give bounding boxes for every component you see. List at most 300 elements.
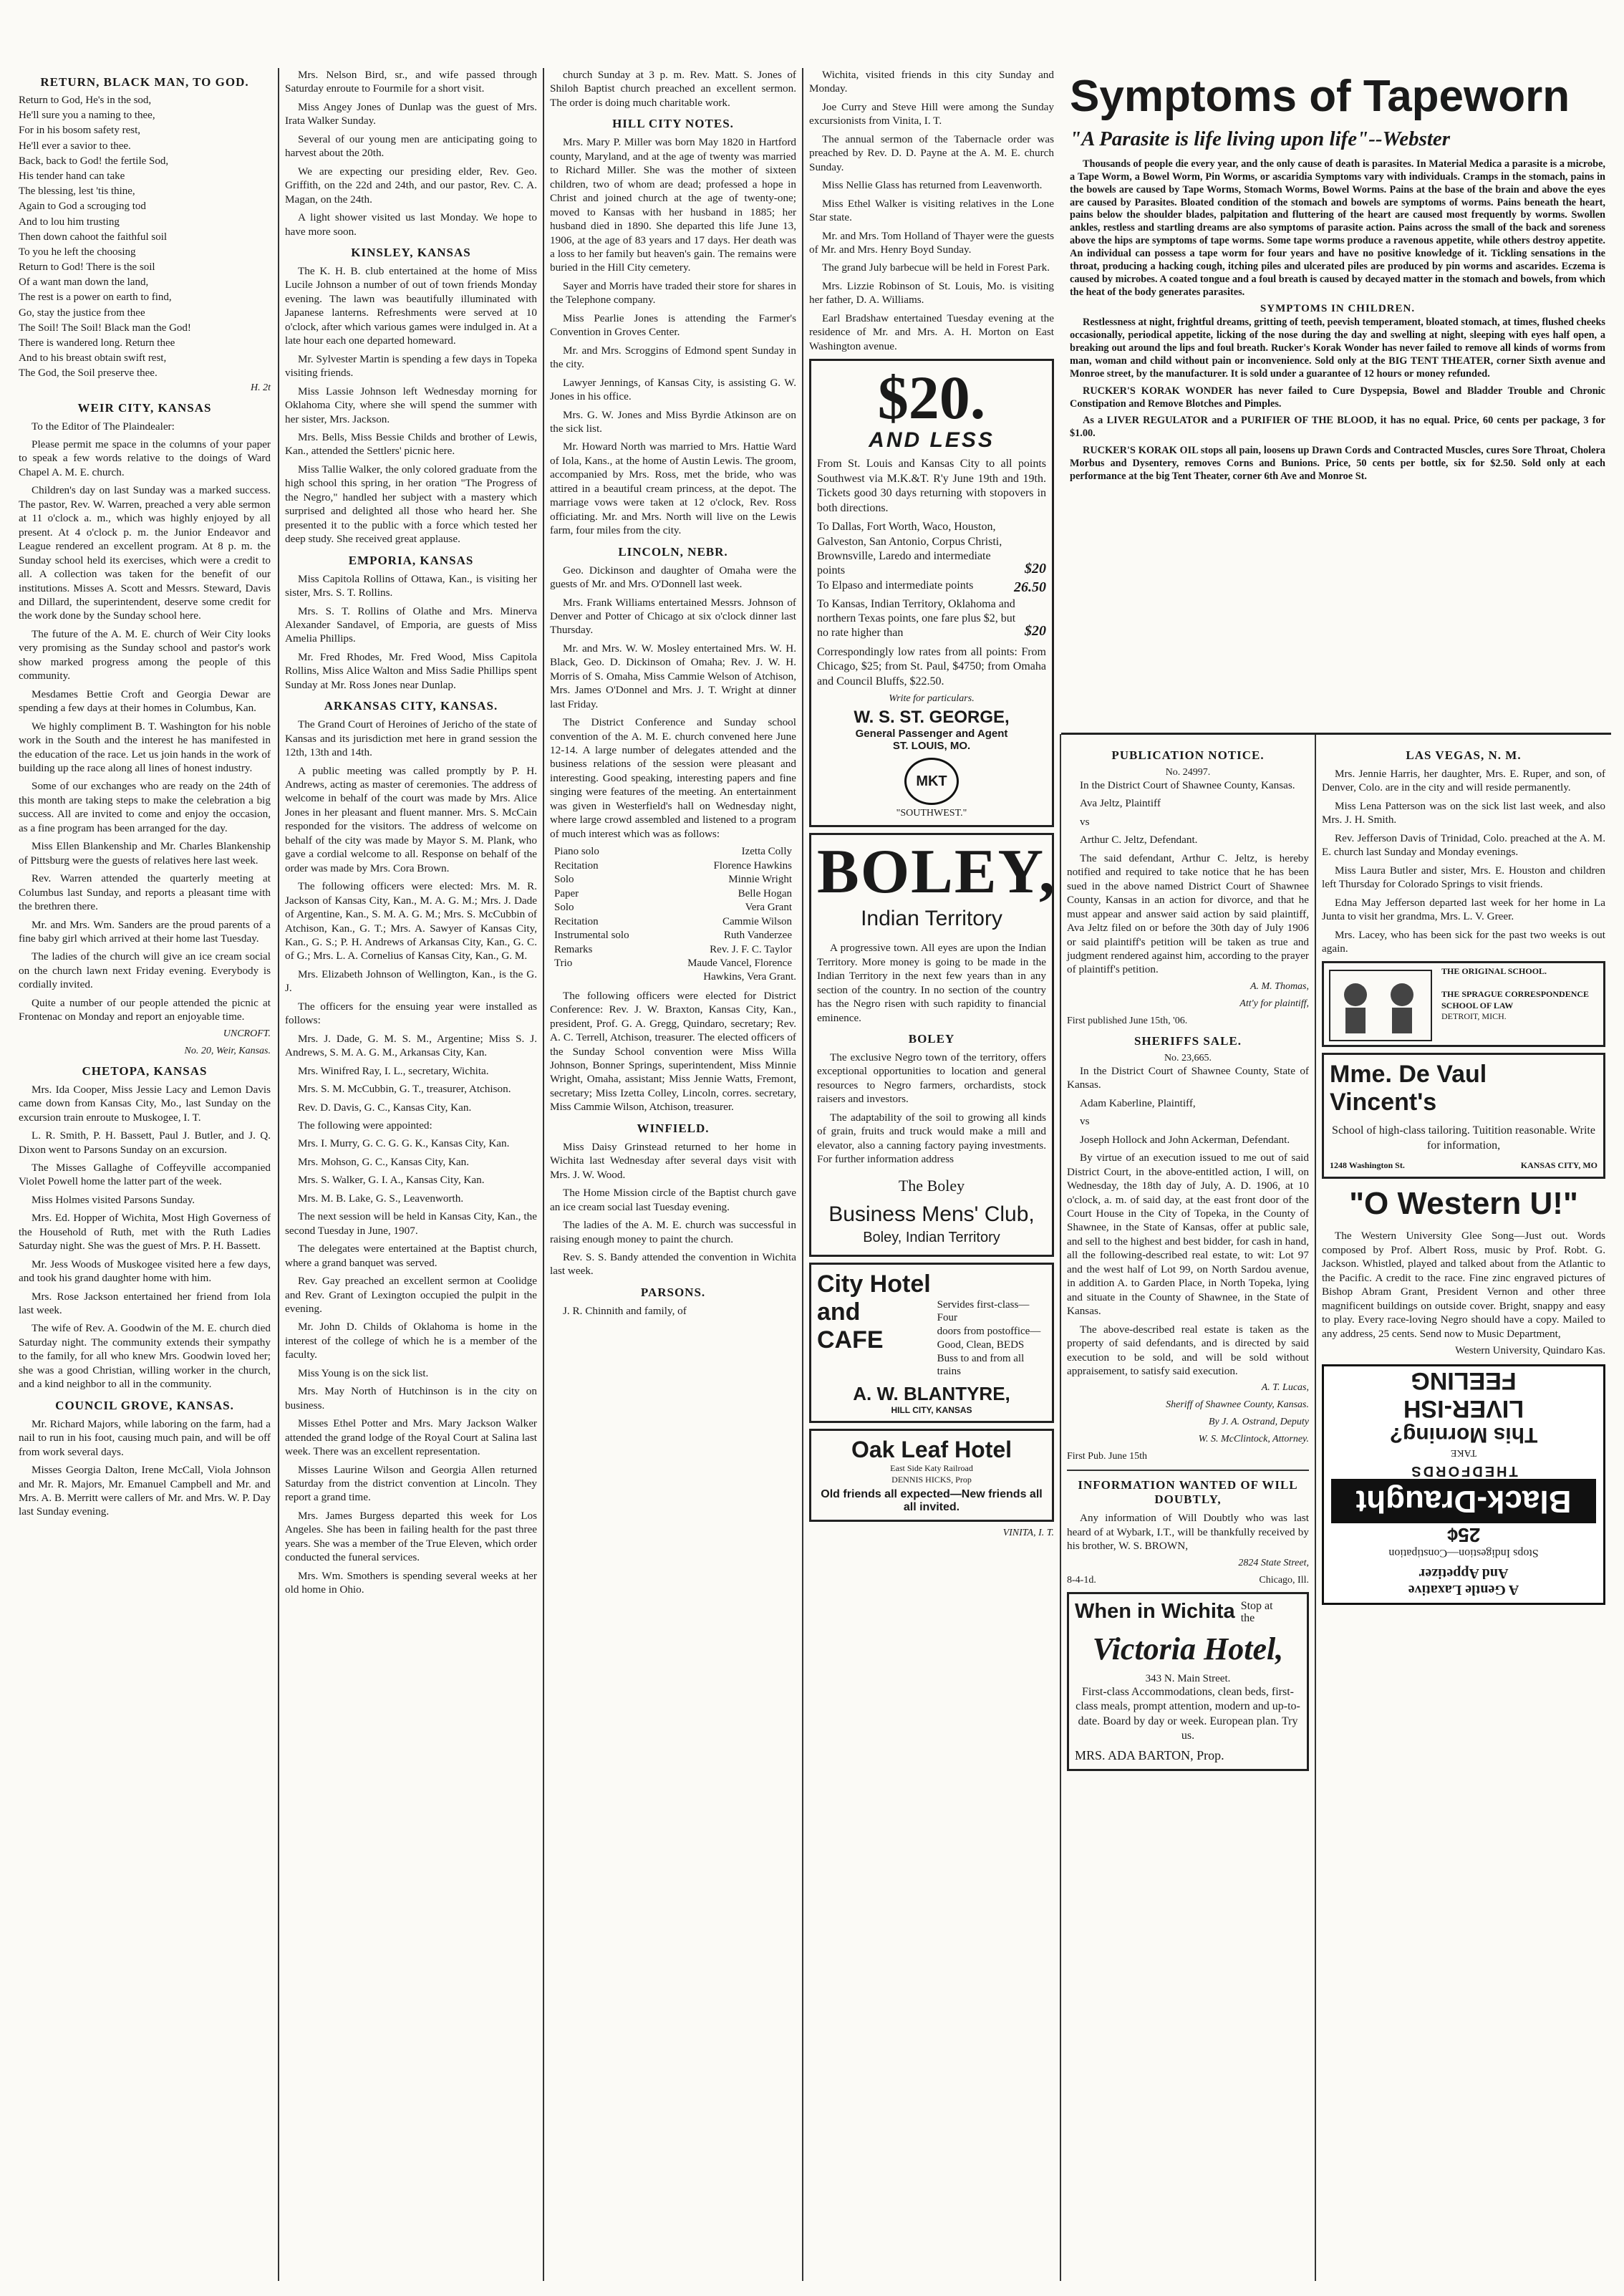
agent-city: ST. LOUIS, MO. xyxy=(892,740,971,753)
paragraph: Mrs. M. B. Lake, G. S., Leavenworth. xyxy=(298,1192,464,1205)
fare-tail: Correspondingly low rates from all points: From Chicago, $25; from St. Paul, $4750; from Omaha and Council Bluffs, $22.50. xyxy=(817,645,1046,688)
arkansas-city-article xyxy=(285,718,537,1596)
paragraph: We highly compliment B. T. Washington for his noble work in the South and the interest he has manifested in the education of the race. Let us join hands in the work of building up the race along all lines of honest industry. xyxy=(19,720,271,774)
publication-number: No. 24997. xyxy=(1165,767,1211,778)
parsons-article xyxy=(550,1304,796,1318)
hill-city-article xyxy=(550,135,796,537)
paragraph: The above-described real estate is taken as the property of said defendants, and is directed by said execution to be sold, and will be sold without appraisement, to satisfy said execution. xyxy=(1067,1323,1309,1377)
paragraph: Mrs. Jennie Harris, her daughter, Mrs. E. Ruper, and son, of Denver, Colo. are in the city and will reside permanently. xyxy=(1322,768,1605,794)
weir-signature: UNCROFT. xyxy=(223,1028,271,1039)
program-performer: Belle Hogan xyxy=(738,887,792,899)
information-city: Chicago, Ill. xyxy=(1259,1574,1309,1586)
paragraph: J. R. Chinnith and family, of xyxy=(563,1304,687,1317)
paragraph: Several of our young men are anticipating going to harvest about the 20th. xyxy=(285,132,537,160)
paragraph: Miss Angey Jones of Dunlap was the guest of Mrs. Irata Walker Sunday. xyxy=(285,100,537,127)
paragraph: trains xyxy=(937,1366,961,1378)
tapeworm-body: Thousands of people die every year, and the only cause of death is parasites. In Material Medica a parasite is a microbe, a Tape Worm, a Bowel Worm, Pin Worms, or ascaridia Symptoms vary with individuals. Cramps in the stomach, pains in the bowels are caused by Tape Worms, Stomach Worms, Bowel Worms. Pains at the base of the brain and above the eyes are caused by Parasites. Bloated condition of the stomach and bowels are symptoms of worms. Pains beneath the heart, pains below the shoulder blades, palpitation and fluttering of the heart are caused most frequently by worms. Swollen ankles, restless and startling dreams are also symptoms of parasite action. Pains across the small of the back and soreness above the hips are symptoms of tape worms. Some tape worms produce a ravenous appetite, while others destroy appetite. An individual can possess a tape worm for four years and have no positive knowledge of it. Tickling sensations in the throat, producing a hacking cough, itching piles and ulcerated piles are produced by pin worms and ascarides. Eczema is caused by microbes. A coated tongue and a foul breath is caused by decayed matter in the stomach and bowels, from which the heat of the body generates parasites. xyxy=(1070,158,1605,298)
paragraph: vs xyxy=(1080,815,1090,828)
paragraph: The adaptability of the soil to growing all kinds of grain, fruits and truck would make a mill and elevator, also a canning factory paying investments. For further information address xyxy=(817,1111,1046,1166)
victoria-body: First-class Accommodations, clean beds, first-class meals, prompt attention, modern and up-to-date. Board by day or week. European plan. Try us. xyxy=(1076,1685,1300,1742)
divider xyxy=(1067,1470,1309,1471)
paragraph: East Side Katy Railroad xyxy=(890,1463,973,1474)
wichita-line: When in Wichita xyxy=(1075,1599,1235,1623)
tapeworm-body-3: RUCKER'S KORAK WONDER has never failed to Cure Dyspepsia, Bowel and Bladder Trouble and Chronic Constipation and Remove Blotches and Pimples. xyxy=(1070,385,1605,410)
lincoln-heading: LINCOLN, NEBR. xyxy=(618,544,728,559)
paragraph: Good, Clean, BEDS xyxy=(937,1338,1025,1351)
paragraph: Rev. Warren attended the quarterly meeting at Columbus last Sunday, and reports a pleasant time with the brethren there. xyxy=(19,872,271,913)
city-hotel-title: City Hotel xyxy=(817,1270,931,1298)
column-4 xyxy=(803,68,1060,2281)
fare-price: $20. xyxy=(877,363,986,433)
program-performer: Florence Hawkins xyxy=(713,859,792,872)
program-performer: Vera Grant xyxy=(745,902,792,914)
paragraph: Go, stay the justice from thee xyxy=(19,307,145,319)
information-heading: INFORMATION WANTED OF WILL DOUBTLY, xyxy=(1078,1478,1298,1507)
program-item: Recitation xyxy=(554,915,599,927)
paragraph: The District Conference and Sunday school convention of the A. M. E. church convened here June 12-14. A large number of delegates attended and the business relations of the session were pleasant and interesting. Good speaking, interesting papers and fine singing were features of the meeting. An entertainment was given in Westerfield's hall on Wednesday night, where large crowd assembled and listened to a program of much interest which was as follows: xyxy=(550,716,796,840)
tapeworm-body-4: As a LIVER REGULATOR and a PURIFIER OF THE BLOOD, it has no equal. Price, 60 cents per package, 3 for $1.00. xyxy=(1070,415,1605,440)
program-row xyxy=(550,957,796,971)
club-line-3: Boley, Indian Territory xyxy=(863,1229,1000,1245)
boley-ad xyxy=(809,833,1057,1256)
paragraph: He'll sure you a naming to thee, xyxy=(19,110,155,122)
paragraph: Mr. Richard Majors, while laboring on the farm, had a nail to run in his foot, causing much pain, and will be off from work several days. xyxy=(19,1417,271,1458)
paragraph: Misses Georgia Dalton, Irene McCall, Viola Johnson and Mr. R. Majors, Mr. Emanuel Campbell and Mr. and Mrs. A. B. Merritt were callers of Mr. and Mrs. W. P. Day last Sunday evening. xyxy=(19,1464,271,1518)
program-item: Instrumental solo xyxy=(554,930,629,942)
sheriff-sig: A. T. Lucas, xyxy=(1261,1382,1309,1394)
bd-appetizer: And Appetizer xyxy=(1418,1566,1509,1581)
las-vegas-heading: LAS VEGAS, N. M. xyxy=(1406,748,1522,762)
club-line-2: Business Mens' Club, xyxy=(828,1202,1035,1226)
paragraph: The exclusive Negro town of the territory, offers exceptional opportunities to location and general resources to Negro farmers, orchardists, stock raisers and investors. xyxy=(817,1051,1046,1106)
tapeworm-ad xyxy=(1064,68,1611,727)
program-item: Paper xyxy=(554,887,579,899)
bd-take: TAKE xyxy=(1450,1447,1477,1458)
program-list xyxy=(550,845,796,971)
write-line: Write for particulars. xyxy=(889,693,975,705)
city-owner: A. W. BLANTYRE, xyxy=(853,1383,1010,1405)
fare-destination: To Dallas, Fort Worth, Waco, Houston, Galveston, San Antonio, Corpus Christi, Brownsville, Laredo and intermediate points xyxy=(817,521,1002,577)
program-performer: Izetta Colly xyxy=(741,846,792,858)
devaul-ad xyxy=(1322,1053,1605,1179)
paragraph: Children's day on last Sunday was a marked success. The pastor, Rev. W. Warren, preached a very able sermon at 11 o'clock a. m., which was highly enjoyed by all present. At 4 o'clock p. m. the Junior Endeavor and League rendered an excellent program. At 8 p. m. the Sunday school held its exercises, which were a credit to all. A collection was taken for the benefit of our institutions. Misses A. Scott and Messrs. Steward, Davis and Dillard, the superintendent, deserve some credit for the work done by the Sunday school here. xyxy=(19,484,271,622)
black-draught-ad xyxy=(1322,1364,1605,1605)
weir-subline: No. 20, Weir, Kansas. xyxy=(184,1045,271,1056)
emporia-heading: EMPORIA, KANSAS xyxy=(348,553,474,567)
club-line-1: The Boley xyxy=(898,1176,965,1195)
paragraph: Mrs. G. W. Jones and Miss Byrdie Atkinson are on the sick list. xyxy=(550,408,796,435)
paragraph: Mr. and Mrs. Wm. Sanders are the proud parents of a fine baby girl which arrived at their home last Tuesday. xyxy=(19,918,271,945)
paragraph: Return to God, He's in the sod, xyxy=(19,95,152,106)
paragraph: The K. H. B. club entertained at the home of Miss Lucile Johnson a number of out of town friends Monday evening. The lawn was beautifully illuminated with Japanese lanterns. Refreshments were served at 10 o'clock, after which various games were indulged in. At a late hour each one departed homeward. xyxy=(285,264,537,347)
publication-body xyxy=(1067,778,1309,977)
victoria-title: Victoria Hotel, xyxy=(1092,1631,1284,1666)
city-hotel-lines xyxy=(937,1298,1046,1379)
paragraph: Mr. and Mrs. W. W. Mosley entertained Mrs. W. H. Black, Geo. D. Dickinson of Omaha; Rev. J. W. H. Morris of S. Omaha, Miss Cammie Welson of Atchison, Mrs. James O'Donnel and Mrs. J. T. Wright at dinner last Friday. xyxy=(550,642,796,710)
paragraph: Mrs. Lacey, who has been sick for the past two weeks is out again. xyxy=(1322,928,1605,955)
sheriff-sig-2: Sheriff of Shawnee County, Kansas. xyxy=(1166,1399,1309,1411)
las-vegas-article xyxy=(1322,767,1605,955)
chetopa-article xyxy=(19,1083,271,1391)
council-grove-article xyxy=(19,1417,271,1519)
paragraph: Quite a number of our people attended the picnic at Frontenac on Monday and report an enjoyable time. xyxy=(19,996,271,1023)
western-u-body: The Western University Glee Song—Just out. Words composed by Prof. Albert Ross, music by Prof. Robt. G. Jackson. Whistled, played and talked about from the Atlantic to the Pacific. A credit to the race. Fine zinc engraved pictures of Bishop Abram Grant, President Vernon and other three magnificent buildings on outside cover. Bright, snappy and easy to play. Every race-loving Negro should have a copy. Mailed to any address, 25 cents. Send now to Music Department, xyxy=(1322,1230,1605,1340)
paragraph: Any information of Will Doubtly who was last heard of at Wybark, I.T., will be thankfully received by his brother, W. S. BROWN, xyxy=(1067,1512,1309,1553)
paragraph: Miss Daisy Grinstead returned to her home in Wichita last Wednesday after several days visit with Mrs. J. W. Wood. xyxy=(550,1140,796,1181)
city-place: HILL CITY, KANSAS xyxy=(891,1405,972,1416)
paragraph: The annual sermon of the Tabernacle order was preached by Rev. D. D. Payne at the A. M. E. church Sunday. xyxy=(809,132,1054,173)
fare-row xyxy=(817,597,1046,641)
paragraph: Misses Laurine Wilson and Georgia Allen returned Saturday from the district convention at Lincoln. They report a grand time. xyxy=(285,1463,537,1504)
devaul-title-1: Mme. De Vaul xyxy=(1330,1061,1487,1089)
paragraph: Servides first-class—Four xyxy=(937,1298,1030,1324)
tapeworm-body-2: Restlessness at night, frightful dreams, gritting of teeth, peevish temperament, bloated stomach, at times, flushed cheeks occasionally, periodical appetite, licking of the nose during the day and swelling at night, sleeping with eyes half open, a breaking out around the lips and foul breath. Rucker's Korak Wonder has never failed to remove all kinds of worms from man, woman and child without pain or inconvenience. Sold only at the BIG TENT THEATER, corner Sixth avenue and Monroe street, by the manufacturer. It is sold under a guarantee of 12 hours or money refunded. xyxy=(1070,317,1605,380)
paragraph: The following were appointed: xyxy=(298,1119,432,1132)
mkt-logo: MKT xyxy=(904,758,959,805)
bd-morning: This Morning? xyxy=(1389,1423,1538,1447)
paragraph: Mrs. Elizabeth Johnson of Wellington, Kan., is the G. J. xyxy=(285,968,537,995)
arkansas-city-heading: ARKANSAS CITY, KANSAS. xyxy=(324,699,498,713)
boley-subtitle: Indian Territory xyxy=(861,907,1002,931)
program-row xyxy=(550,859,796,874)
paragraph: Miss Lassie Johnson left Wednesday morning for Oklahoma City, where she will spend the summer with her sister, Mrs. Jackson. xyxy=(285,385,537,425)
program-item: Solo xyxy=(554,902,574,914)
paragraph: vs xyxy=(1080,1115,1090,1128)
paragraph: The blessing, lest 'tis thine, xyxy=(19,185,135,198)
publication-sig: A. M. Thomas, xyxy=(1250,980,1309,992)
city-cafe-title: and CAFE xyxy=(817,1298,884,1354)
paragraph: DENNIS HICKS, Prop xyxy=(891,1474,972,1485)
fare-destination: To Kansas, Indian Territory, Oklahoma and northern Texas points, one fare plus $2, but no rate higher than xyxy=(817,597,1016,640)
program-row xyxy=(550,873,796,887)
paragraph: Mrs. S. M. McCubbin, G. T., treasurer, Atchison. xyxy=(298,1083,511,1096)
information-address: 2824 State Street, xyxy=(1238,1557,1309,1568)
victoria-proprietor: MRS. ADA BARTON, Prop. xyxy=(1075,1747,1224,1762)
agent-name: W. S. ST. GEORGE, xyxy=(854,708,1010,728)
bd-stops: Stops Indigestion—Constipation xyxy=(1388,1547,1539,1559)
paragraph: Mr. John D. Childs of Oklahoma is home in the interest of the college of which he is a member of the faculty. xyxy=(285,1321,537,1361)
paragraph: Return to God! There is the soil xyxy=(19,261,155,274)
paragraph: Mr. Sylvester Martin is spending a few days in Topeka visiting friends. xyxy=(285,352,537,380)
fare-list xyxy=(817,520,1046,641)
chetopa-heading: CHETOPA, KANSAS xyxy=(82,1063,208,1078)
paragraph: Of a want man down the land, xyxy=(19,276,149,289)
paragraph: Some of our exchanges who are ready on the 24th of this month are taking steps to make the celebration a big success. All are invited to come and enjoy the occasion, as a fine program has been arranged for the day. xyxy=(19,780,271,834)
stop-at-line: Stop at the xyxy=(1240,1599,1273,1625)
western-u-title: "O Western U!" xyxy=(1349,1186,1578,1222)
tapeworm-body-5: RUCKER'S KORAK OIL stops all pain, loosens up Drawn Cords and Contracted Muscles, cures Sore Throat, Cholera Morbus and Dysentery, removes Corns and Bunions. Price, 50 cents per bottle, six for $2.50. Sold only at each performance at the big Tent Theater, corner 6th Ave and Monroe St. xyxy=(1070,445,1605,482)
weir-city-heading: WEIR CITY, KANSAS xyxy=(77,400,212,415)
fare-row xyxy=(817,520,1046,579)
paragraph: Mrs. Lizzie Robinson of St. Louis, Mo. is visiting her father, D. A. Williams. xyxy=(809,279,1054,307)
school-line-c: DETROIT, MICH. xyxy=(1441,1011,1507,1022)
paragraph: Mrs. Wm. Smothers is spending several weeks at her old home in Ohio. xyxy=(285,1569,537,1596)
boley-body-2 xyxy=(817,1051,1046,1167)
paragraph: Then down cahoot the faithful soil xyxy=(19,231,168,243)
newspaper-page xyxy=(13,68,1611,2281)
column-2 xyxy=(279,68,543,2281)
paragraph: The God, the Soil preserve thee. xyxy=(19,367,158,380)
paragraph: The ladies of the church will give an ice cream social on the church lawn next Friday evening. Everybody is cordially invited. xyxy=(19,950,271,991)
fare-amount: $20 xyxy=(1025,561,1046,577)
devaul-title-2: Vincent's xyxy=(1330,1089,1437,1116)
devaul-address: 1248 Washington St. xyxy=(1330,1160,1405,1171)
column-1 xyxy=(13,68,276,2281)
paragraph: Mrs. Ed. Hopper of Wichita, Most High Governess of the Household of Ruth, met with the Ruth Ladies Saturday night. She was the guest of Mrs. P. H. Bassett. xyxy=(19,1212,271,1253)
publication-date: First published June 15th, '06. xyxy=(1067,1015,1188,1026)
paragraph: Buss to and from all xyxy=(937,1352,1025,1364)
paragraph: In the District Court of Shawnee County, State of Kansas. xyxy=(1067,1064,1309,1091)
program-row xyxy=(550,845,796,859)
program-performer: Ruth Vanderzee xyxy=(723,930,792,942)
parsons-heading: PARSONS. xyxy=(640,1285,706,1299)
program-row xyxy=(550,915,796,930)
paragraph: Earl Bradshaw entertained Tuesday evening at the residence of Mr. and Mrs. A. H. Morton on East Washington avenue. xyxy=(809,312,1054,352)
oak-leaf-tail: Old friends all expected—New friends all all invited. xyxy=(821,1488,1043,1514)
hill-city-heading: HILL CITY NOTES. xyxy=(612,117,734,131)
paragraph: The Grand Court of Heroines of Jericho of the state of Kansas and its jurisdiction met here in grand session the 12th, 13th and 14th. xyxy=(285,718,537,759)
column-2-intro xyxy=(285,68,537,238)
paragraph: Miss Laura Butler and sister, Mrs. E. Houston and children left Thursday for Colorado Springs to visit friends. xyxy=(1322,864,1605,891)
paragraph: The ladies of the A. M. E. church was successful in raising enough money to paint the church. xyxy=(550,1219,796,1245)
paragraph: Miss Nellie Glass has returned from Leavenworth. xyxy=(822,179,1043,192)
city-hotel-ad xyxy=(809,1263,1054,1424)
column-3-intro xyxy=(550,68,796,110)
paragraph: Please permit me space in the columns of your paper to speak a few words relative to the doings of Ward Chapel A. M. E. church. xyxy=(19,438,271,478)
paragraph: Misses Ethel Potter and Mrs. Mary Jackson Walker attended the grand lodge of the Royal Court at Salina last week. There was an excellent representation. xyxy=(285,1417,537,1458)
paragraph: Rev. S. S. Bandy attended the convention in Wichita last week. xyxy=(550,1250,796,1278)
fare-body: From St. Louis and Kansas City to all points Southwest via M.K.&T. R'y June 19th and 19th. Tickets good 30 days returning with stopovers in both directions. xyxy=(817,458,1046,514)
paragraph: Mrs. Bells, Miss Bessie Childs and brother of Lewis, Kan., attended the Settlers' picnic here. xyxy=(285,430,537,458)
paragraph: To the Editor of The Plaindealer: xyxy=(32,420,175,433)
oak-leaf-title: Oak Leaf Hotel xyxy=(851,1437,1012,1463)
paragraph: Miss Ethel Walker is visiting relatives in the Lone Star state. xyxy=(809,197,1054,224)
devaul-city: KANSAS CITY, MO xyxy=(1520,1160,1598,1171)
law-school-illustration xyxy=(1327,966,1434,1043)
poem-signature: H. 2t xyxy=(251,382,271,393)
sheriff-sig-3: By J. A. Ostrand, Deputy xyxy=(1208,1417,1309,1428)
paragraph: Wichita, visited friends in this city Sunday and Monday. xyxy=(809,69,1054,95)
program-performer: Maude Vancel, Florence xyxy=(687,958,792,970)
program-row xyxy=(550,887,796,902)
poem xyxy=(19,94,271,381)
program-item: Solo xyxy=(554,874,574,886)
program-performer: Cammie Wilson xyxy=(722,915,792,927)
paragraph: Miss Tallie Walker, the only colored graduate from the high school this spring, in her oration "The Progress of the Negro," handled her subject with a mastery which surprised and delighted all those who heard her. She presented it to the public with a force which tested her deep study. She received great applause. xyxy=(285,463,537,546)
program-row xyxy=(550,929,796,943)
paragraph: And to lou him trusting xyxy=(19,216,120,228)
paragraph: There is wandered long. Return thee xyxy=(19,337,175,349)
victoria-address: 343 N. Main Street. xyxy=(1145,1672,1231,1684)
program-item: Remarks xyxy=(554,943,593,955)
paragraph: Mr. and Mrs. Tom Holland of Thayer were the guests of Mr. and Mrs. Henry Boyd Sunday. xyxy=(809,229,1054,256)
paragraph: L. R. Smith, P. H. Bassett, Paul J. Butler, and J. Q. Dixon went to Parsons Sunday on an excursion. xyxy=(19,1129,271,1156)
paragraph: Miss Young is on the sick list. xyxy=(298,1366,429,1379)
paragraph: The future of the A. M. E. church of Weir City looks very promising as the Sunday school and pastor's work show marked progress among the people of this community. xyxy=(19,627,271,682)
paragraph: The officers for the ensuing year were installed as follows: xyxy=(285,1000,537,1027)
paragraph: By virtue of an execution issued to me out of said District Court, in the above-entitled action, I will, on Wednesday, the 18th day of July, A. D. 1906, at 10 o'clock, a. m. of said day, at the east front door of the Court House in the City of Topeka, in the County of Shawnee, in the State of Kansas, offer at public sale, and sell to the highest and best bidder, for cash in hand, all the following-described real estate, to wit: Lot 97 and the west half of Lot 99, on North Sardou avenue, in addition A. to Garden Place, in North Topeka, lying and situate in the County of Shawnee, in the State of Kansas. xyxy=(1067,1152,1309,1318)
program-performer: Minnie Wright xyxy=(728,874,792,886)
paragraph: The said defendant, Arthur C. Jeltz, is hereby notified and required to take notice that he has been sued in the above named District Court of Shawnee County, Kansas in an action for divorce, and that he must appear and answer said action by said plaintiff, Ava Jeltz filed on or before the 30th day of July 1906 or said plaintiff's petition will be taken as true and judgment rendered against him, according to the prayer of plaintiff's petition. xyxy=(1067,852,1309,976)
paragraph: Miss Capitola Rollins of Ottawa, Kan., is visiting her sister, Mrs. S. T. Rollins. xyxy=(285,572,537,599)
paragraph: We are expecting our presiding elder, Rev. Geo. Griffith, on the 22d and 24th, and our pastor, Rev. C. A. Magan, on the 24th. xyxy=(285,165,537,206)
agent-title: General Passenger and Agent xyxy=(855,728,1008,741)
paragraph: Rev. D. Davis, G. C., Kansas City, Kan. xyxy=(298,1101,472,1114)
sheriff-heading: SHERIFFS SALE. xyxy=(1134,1033,1242,1048)
paragraph: For in his bosom safety rest, xyxy=(19,125,140,137)
information-body xyxy=(1067,1511,1309,1553)
bd-brand: THEDFORDS xyxy=(1409,1463,1518,1479)
paragraph: Again to God a scrouging tod xyxy=(19,201,146,213)
paragraph: The grand July barbecue will be held in Forest Park. xyxy=(822,261,1050,274)
tapeworm-quote: "A Parasite is life living upon life"--Webster xyxy=(1070,127,1451,150)
sheriff-number: No. 23,665. xyxy=(1164,1052,1212,1063)
paragraph: Mrs. Mohson, G. C., Kansas City, Kan. xyxy=(298,1155,470,1168)
paragraph: Joseph Hollock and John Ackerman, Defendant. xyxy=(1080,1133,1290,1146)
paragraph: The next session will be held in Kansas City, Kan., the second Tuesday in June, 1907. xyxy=(285,1210,537,1237)
column-5 xyxy=(1061,741,1315,2281)
column-4-intro xyxy=(809,68,1054,353)
paragraph: Miss Holmes visited Parsons Sunday. xyxy=(32,1193,195,1206)
column-3 xyxy=(544,68,802,2281)
paragraph: Miss Pearlie Jones is attending the Farmer's Convention in Groves Center. xyxy=(550,312,796,339)
paragraph: Rev. Jefferson Davis of Trinidad, Colo. preached at the A. M. E. church last Sunday and Monday evenings. xyxy=(1322,831,1605,859)
southwest-line: "SOUTHWEST." xyxy=(896,808,967,819)
school-line-b: THE SPRAGUE CORRESPONDENCE SCHOOL OF LAW xyxy=(1441,989,1590,1010)
program-item: Piano solo xyxy=(554,846,599,858)
column-6 xyxy=(1316,741,1611,2281)
paragraph: A progressive town. All eyes are upon the Indian Territory. More money is going to be made in the Indian Territory in the next few years than in any section of the country. In no section of the country has the Negro risen with such rapidity to financial eminence. xyxy=(817,942,1046,1024)
paragraph: The rest is a power on earth to find, xyxy=(19,291,172,304)
paragraph: Mrs. Ida Cooper, Miss Jessie Lacy and Lemon Davis came down from Kansas City, Mo., last Sunday on the excursion train enroute to Muskogee, I. T. xyxy=(19,1083,271,1124)
lincoln-article xyxy=(550,564,796,841)
paragraph: Adam Kaberline, Plaintiff, xyxy=(1080,1096,1196,1109)
program-item: Trio xyxy=(554,958,573,970)
paragraph: Back, back to God! the fertile Sod, xyxy=(19,155,169,167)
sheriff-sig-4: W. S. McClintock, Attorney. xyxy=(1198,1434,1309,1445)
paragraph: Mr. and Mrs. Scroggins of Edmond spent Sunday in the city. xyxy=(550,344,796,371)
program-row xyxy=(550,943,796,958)
paragraph: A public meeting was called promptly by P. H. Andrews, acting as master of ceremonies. The address of welcome in behalf of the court was made by Mrs. Alice Jones in her pleasant and fluent manner. Mrs. S. McCain responded for the visitors. The address of welcome on behalf of the city was made by Mayor S. M. Plank, who gave a cordial welcome to all. Response on behalf of the order was made by Mrs. Cora Brown. xyxy=(285,764,537,874)
paragraph: Mrs. J. Dade, G. M. S. M., Argentine; Miss S. J. Andrews, S. M. A. G. M., Arkansas City, Kan. xyxy=(285,1032,537,1059)
paragraph: The delegates were entertained at the Baptist church, where a grand banquet was served. xyxy=(285,1243,537,1269)
paragraph: church Sunday at 3 p. m. Rev. Matt. S. Jones of Shiloh Baptist church preached an excellent sermon. The order is doing much charitable work. xyxy=(550,69,796,109)
paragraph: The Home Mission circle of the Baptist church gave an ice cream social last Tuesday evening. xyxy=(550,1187,796,1213)
paragraph: Geo. Dickinson and daughter of Omaha were the guests of Mr. and Mrs. O'Donnell last week. xyxy=(550,564,796,591)
fare-row xyxy=(817,579,1046,597)
paragraph: Mrs. Rose Jackson entertained her friend from Iola last week. xyxy=(19,1290,271,1317)
paragraph: Mrs. Mary P. Miller was born May 1820 in Hartford county, Maryland, and at the age of twenty was married to Richard Miller. She was the mother of sixteen children, two of whom are dead; professed a hope in Christ and joined church at the age of twenty-one; moved to Kansas with her husband in 1885; her husband died in 1890. She departed this life June 13, 1906, at the age of 83 years and 17 days. Her death was a loss to her family but heaven's gain. The remains were buried in the Hill City cemetery. xyxy=(550,136,796,274)
law-school-ad xyxy=(1322,961,1605,1047)
paragraph: Joe Curry and Steve Hill were among the Sunday excursionists from Vinita, I. T. xyxy=(809,100,1054,127)
winfield-heading: WINFIELD. xyxy=(637,1121,710,1135)
tapeworm-bottom-rule xyxy=(1061,733,1611,735)
lincoln-article-2 xyxy=(550,989,796,1114)
paragraph: Mrs. Nelson Bird, sr., and wife passed through Saturday enroute to Fourmile for a short visit. xyxy=(285,69,537,95)
paragraph: He'll ever a savior to thee. xyxy=(19,140,131,152)
program-performer: Rev. J. F. C. Taylor xyxy=(710,943,792,955)
paragraph: Mrs. S. Walker, G. I. A., Kansas City, Kan. xyxy=(298,1174,485,1187)
paragraph: Rev. Gay preached an excellent sermon at Coolidge and Rev. Grant of Lexington occupied the pulpit in the evening. xyxy=(285,1275,537,1315)
fare-amount: 26.50 xyxy=(1014,579,1046,595)
paragraph: The following officers were elected for District Conference: Rev. J. W. Braxton, Kansas City, Kan., president, Prof. G. A. Gregg, Quindaro, secretary; Rev. A. C. Terrell, Atchison, treasurer. The elected officers of the Sunday School convention were Miss Willa Johnson, Bonner Springs, superintendent, Miss Minnie Wright, Omaha, assistant; Miss Jennie Watts, Fremont, secretary; Miss Izetta Colley, Lincoln, corres. secretary, Miss Cammie Wilson, Atchison, treasurer. xyxy=(550,989,796,1114)
fare-amount: $20 xyxy=(1025,623,1046,640)
boley-title: BOLEY, xyxy=(817,837,1057,907)
boley-body xyxy=(817,941,1046,1025)
paragraph: Edna May Jefferson departed last week for her home in La Junta to visit her grandma, Mrs. L. V. Greer. xyxy=(1322,896,1605,923)
paragraph: The Soil! The Soil! Black man the God! xyxy=(19,322,191,334)
kinsley-heading: KINSLEY, KANSAS xyxy=(351,245,471,259)
tapeworm-subhead: SYMPTOMS IN CHILDREN. xyxy=(1260,303,1416,315)
program-item: Recitation xyxy=(554,859,599,872)
emporia-article xyxy=(285,572,537,693)
council-grove-heading: COUNCIL GROVE, KANSAS. xyxy=(55,1398,234,1412)
sheriff-body xyxy=(1067,1064,1309,1379)
bd-feeling: FEELING xyxy=(1411,1367,1517,1394)
paragraph: A light shower visited us last Monday. We hope to have more soon. xyxy=(285,211,537,238)
paragraph: The wife of Rev. A. Goodwin of the M. E. church died Saturday night. The community extends their sympathy to the family, for all who knew Mrs. Goodwin loved her; she was a good Christian, willing worker in the church, and a kind neighbor to all in the community. xyxy=(19,1322,271,1391)
paragraph: Miss Lena Patterson was on the sick list last week, and also Mrs. J. H. Smith. xyxy=(1322,799,1605,826)
paragraph: In the District Court of Shawnee County, Kansas. xyxy=(1080,779,1295,791)
program-tail: Hawkins, Vera Grant. xyxy=(703,970,796,983)
paragraph: And to his breast obtain swift rest, xyxy=(19,352,167,365)
paragraph: Mr. Howard North was married to Mrs. Hattie Ward of Iola, Kans., at the home of Austin Lewis. The groom, accompanied by Mrs. Ross, met the bride, who was attired in a beautiful cream princess, at the depot. The marriage vows were taken at 12 o'clock, Rev. Ross officiating. Mr. and Mrs. North will live on the Lewis farm, four miles from the city. xyxy=(550,440,796,537)
paragraph: Mr. Jess Woods of Muskogee visited here a few days, and took his grand daughter home with him. xyxy=(19,1258,271,1285)
information-code: 8-4-1d. xyxy=(1067,1574,1096,1586)
poem-title: RETURN, BLACK MAN, TO GOD. xyxy=(40,75,249,89)
devaul-body: School of high-class tailoring. Tuitition reasonable. Write for information, xyxy=(1332,1124,1595,1152)
vinita-foot: VINITA, I. T. xyxy=(1002,1528,1054,1539)
kinsley-article xyxy=(285,264,537,546)
paragraph: Mrs. I. Murry, G. C. G. G. K., Kansas City, Kan. xyxy=(298,1137,510,1150)
publication-heading: PUBLICATION NOTICE. xyxy=(1111,748,1265,762)
tapeworm-title: Symptoms of Tapeworn xyxy=(1070,72,1570,121)
bd-laxative: A Gentle Laxative xyxy=(1408,1582,1519,1598)
paragraph: His tender hand can take xyxy=(19,170,125,182)
paragraph: Lawyer Jennings, of Kansas City, is assisting G. W. Jones in his office. xyxy=(550,376,796,403)
paragraph: Ava Jeltz, Plaintiff xyxy=(1080,797,1161,810)
western-u-footer: Western University, Quindaro Kas. xyxy=(1455,1345,1605,1356)
paragraph: The Misses Gallaghe of Coffeyville accompanied Violet Powell home the latter part of the week. xyxy=(19,1161,271,1188)
bd-name: Black-Draught xyxy=(1331,1479,1596,1523)
victoria-hotel-ad xyxy=(1067,1592,1309,1771)
paragraph: The following officers were elected: Mrs. M. R. Jackson of Kansas City, Kan., M. A. G. M.; Mrs. J. Dade of Argentine, Kan., S. M. A. G. M.; Mrs. S. McCubbin of Atchison, Kan., G. T.; Mrs. A. Sawyer of Kansas City, Kan., G. S.; P. H. Andrews of Arkansas City, Kan., G. C. of G.; Mrs. L. A. Cornelius of Kansas City, Kan., G. M. xyxy=(285,880,537,963)
fare-destination: To Elpaso and intermediate points xyxy=(817,579,974,592)
winfield-article xyxy=(550,1140,796,1278)
paragraph: Mr. Fred Rhodes, Mr. Fred Wood, Miss Capitola Rollins, Miss Alice Walton and Miss Sadie Phillips spent Sunday at Mr. Ross Jones near Dunlap. xyxy=(285,650,537,691)
publication-sig-2: Att'y for plaintiff, xyxy=(1239,998,1309,1009)
and-less: AND LESS xyxy=(869,428,995,453)
oak-leaf-lines xyxy=(817,1463,1046,1485)
school-line-a: THE ORIGINAL SCHOOL. xyxy=(1441,966,1547,977)
paragraph: doors from postoffice— xyxy=(937,1326,1041,1338)
paragraph: Arthur C. Jeltz, Defendant. xyxy=(1080,834,1198,846)
sheriff-date: First Pub. June 15th xyxy=(1067,1451,1148,1462)
paragraph: Mrs. May North of Hutchinson is in the city on business. xyxy=(285,1385,537,1412)
paragraph: Mrs. James Burgess departed this week for Los Angeles. She has been in failing health for the past three years. She was a member of the True Eleven, which order conducted the funeral services. xyxy=(285,1509,537,1564)
paragraph: Mesdames Bettie Croft and Georgia Dewar are spending a few days at their homes in Columbus, Kan. xyxy=(19,688,271,715)
paragraph: Mrs. Frank Williams entertained Messrs. Johnson of Denver and Potter of Chicago at six o'clock dinner last Thursday. xyxy=(550,596,796,637)
boley-heading: BOLEY xyxy=(908,1032,955,1046)
paragraph: Sayer and Morris have traded their store for shares in the Telephone company. xyxy=(550,279,796,307)
paragraph: Miss Ellen Blankenship and Mr. Charles Blankenship of Pittsburg were the guests of relatives here last week. xyxy=(19,840,271,867)
paragraph: Mrs. Winifred Ray, I. L., secretary, Wichita. xyxy=(298,1064,489,1077)
oak-leaf-ad xyxy=(809,1429,1054,1522)
railroad-ad xyxy=(809,359,1054,827)
bd-liver: LIVER-ISH xyxy=(1403,1395,1524,1422)
paragraph: To you he left the choosing xyxy=(19,246,136,258)
program-row xyxy=(550,901,796,915)
